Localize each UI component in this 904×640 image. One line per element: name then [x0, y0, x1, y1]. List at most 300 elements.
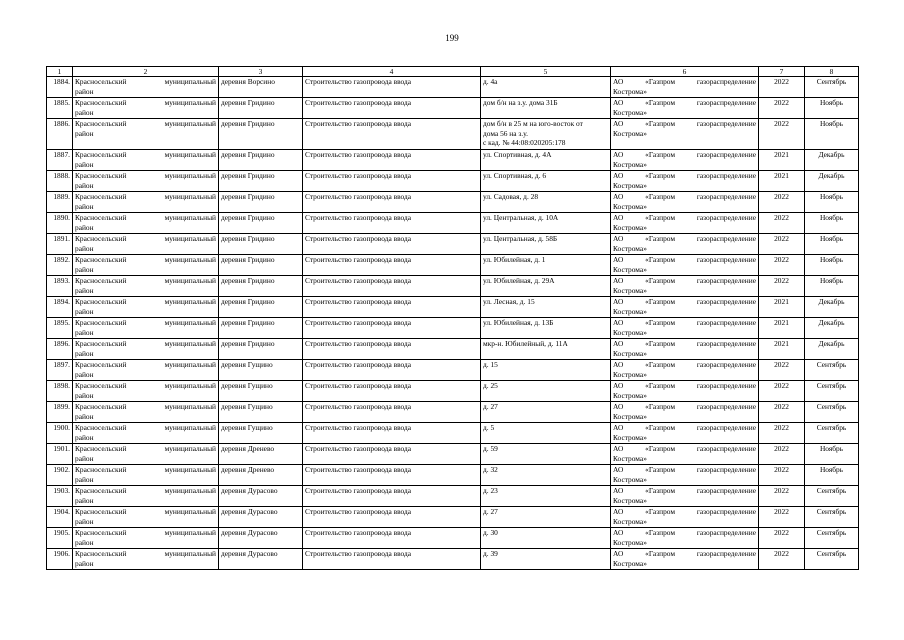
district-word: район — [75, 264, 94, 274]
address-line: д. 59 — [483, 444, 498, 453]
table-row — [47, 465, 859, 486]
village-cell — [219, 465, 303, 486]
table-row — [47, 360, 859, 381]
work-type: Строительство газопровода ввода — [305, 192, 412, 201]
village-name: деревня Гридино — [221, 171, 275, 180]
address-line: дом б/н на з.у. дома 31Б — [483, 98, 558, 107]
district-word: муниципальный — [164, 77, 216, 86]
year: 2022 — [774, 465, 789, 474]
month-cell — [805, 423, 859, 444]
year: 2022 — [774, 192, 789, 201]
district-cell — [73, 339, 219, 360]
village-cell — [219, 77, 303, 98]
village-cell — [219, 486, 303, 507]
address-cell — [481, 255, 611, 276]
district-word: район — [75, 369, 94, 379]
organization-word: Кострома» — [613, 86, 647, 96]
district-word: муниципальный — [164, 360, 216, 369]
address-line: д. 23 — [483, 486, 498, 495]
table-row — [47, 402, 859, 423]
village-name: деревня Гридино — [221, 192, 275, 201]
organization-word: АО — [613, 192, 624, 201]
address-cell — [481, 150, 611, 171]
month-cell — [805, 318, 859, 339]
month: Ноябрь — [819, 465, 844, 474]
work-type: Строительство газопровода ввода — [305, 486, 412, 495]
organization-word: газораспределение — [696, 507, 756, 516]
village-cell — [219, 339, 303, 360]
month-cell — [805, 381, 859, 402]
year: 2022 — [774, 444, 789, 453]
month-cell — [805, 444, 859, 465]
district-word: Красносельский — [75, 119, 127, 128]
organization-word: газораспределение — [696, 465, 756, 474]
village-name: деревня Гридино — [221, 119, 275, 128]
work-type-cell — [303, 528, 481, 549]
district-cell — [73, 381, 219, 402]
address-line: ул. Юбилейная, д. 13Б — [483, 318, 554, 327]
work-type-cell — [303, 423, 481, 444]
row-number: 1886. — [53, 119, 70, 128]
organization-word: АО — [613, 150, 624, 159]
district-word: район — [75, 201, 94, 211]
organization-cell — [611, 192, 759, 213]
organization-word: Кострома» — [613, 107, 647, 117]
district-word: муниципальный — [164, 402, 216, 411]
work-type-cell — [303, 77, 481, 98]
work-type-cell — [303, 339, 481, 360]
organization-word: газораспределение — [696, 192, 756, 201]
address-cell — [481, 171, 611, 192]
district-word: Красносельский — [75, 150, 127, 159]
address-cell — [481, 549, 611, 570]
row-number-cell — [47, 402, 73, 423]
organization-word: АО — [613, 465, 624, 474]
organization-word: «Газпром — [645, 276, 675, 285]
village-name: деревня Дурасово — [221, 486, 278, 495]
organization-word: газораспределение — [696, 528, 756, 537]
district-cell — [73, 77, 219, 98]
village-name: деревня Дурасово — [221, 528, 278, 537]
address-line: с кад. № 44:08:020205:178 — [483, 138, 566, 148]
village-cell — [219, 381, 303, 402]
row-number: 1901. — [53, 444, 70, 453]
organization-word: «Газпром — [645, 119, 675, 128]
column-header: 8 — [805, 67, 859, 77]
district-word: муниципальный — [164, 339, 216, 348]
address-cell — [481, 77, 611, 98]
district-word: район — [75, 390, 94, 400]
district-word: Красносельский — [75, 402, 127, 411]
table-row — [47, 213, 859, 234]
organization-word: Кострома» — [613, 306, 647, 316]
month-cell — [805, 119, 859, 150]
district-cell — [73, 192, 219, 213]
organization-word: Кострома» — [613, 495, 647, 505]
organization-word: АО — [613, 360, 624, 369]
village-cell — [219, 276, 303, 297]
work-type: Строительство газопровода ввода — [305, 77, 412, 86]
address-line: мкр-н. Юбилейный, д. 11А — [483, 339, 568, 348]
district-word: Красносельский — [75, 486, 127, 495]
organization-cell — [611, 402, 759, 423]
district-cell — [73, 423, 219, 444]
month: Ноябрь — [819, 444, 844, 453]
district-word: Красносельский — [75, 549, 127, 558]
village-cell — [219, 171, 303, 192]
table-row — [47, 192, 859, 213]
work-type: Строительство газопровода ввода — [305, 171, 412, 180]
organization-word: «Газпром — [645, 297, 675, 306]
year-cell — [759, 213, 805, 234]
month: Декабрь — [818, 339, 845, 348]
district-cell — [73, 119, 219, 150]
village-name: деревня Гридино — [221, 255, 275, 264]
district-cell — [73, 444, 219, 465]
village-cell — [219, 423, 303, 444]
year-cell — [759, 381, 805, 402]
address-line: д. 30 — [483, 528, 498, 537]
organization-word: АО — [613, 549, 624, 558]
district-word: Красносельский — [75, 507, 127, 516]
year-cell — [759, 150, 805, 171]
organization-word: «Газпром — [645, 402, 675, 411]
organization-cell — [611, 465, 759, 486]
row-number-cell — [47, 465, 73, 486]
district-word: Красносельский — [75, 192, 127, 201]
district-word: Красносельский — [75, 77, 127, 86]
organization-cell — [611, 549, 759, 570]
address-line: д. 15 — [483, 360, 498, 369]
organization-word: газораспределение — [696, 360, 756, 369]
month: Декабрь — [818, 318, 845, 327]
month-cell — [805, 255, 859, 276]
district-word: муниципальный — [164, 444, 216, 453]
organization-cell — [611, 360, 759, 381]
month-cell — [805, 549, 859, 570]
district-cell — [73, 549, 219, 570]
address-cell — [481, 444, 611, 465]
row-number: 1891. — [53, 234, 70, 243]
year-cell — [759, 98, 805, 119]
row-number-cell — [47, 150, 73, 171]
district-word: муниципальный — [164, 528, 216, 537]
village-cell — [219, 234, 303, 255]
district-word: Красносельский — [75, 171, 127, 180]
work-type: Строительство газопровода ввода — [305, 213, 412, 222]
district-word: муниципальный — [164, 423, 216, 432]
row-number-cell — [47, 192, 73, 213]
work-type: Строительство газопровода ввода — [305, 507, 412, 516]
organization-word: «Газпром — [645, 444, 675, 453]
address-line: ул. Спортивная, д. 6 — [483, 171, 547, 180]
address-cell — [481, 276, 611, 297]
organization-word: газораспределение — [696, 276, 756, 285]
organization-word: газораспределение — [696, 98, 756, 107]
year-cell — [759, 119, 805, 150]
organization-cell — [611, 486, 759, 507]
district-word: район — [75, 285, 94, 295]
organization-word: «Газпром — [645, 549, 675, 558]
organization-cell — [611, 213, 759, 234]
organization-word: АО — [613, 402, 624, 411]
organization-word: газораспределение — [696, 318, 756, 327]
organization-word: Кострома» — [613, 432, 647, 442]
month-cell — [805, 507, 859, 528]
village-cell — [219, 213, 303, 234]
row-number-cell — [47, 360, 73, 381]
address-cell — [481, 297, 611, 318]
organization-word: газораспределение — [696, 297, 756, 306]
row-number: 1903. — [53, 486, 70, 495]
organization-word: Кострома» — [613, 264, 647, 274]
column-header: 4 — [303, 67, 481, 77]
district-word: район — [75, 107, 94, 117]
row-number: 1892. — [53, 255, 70, 264]
district-cell — [73, 297, 219, 318]
work-type-cell — [303, 486, 481, 507]
organization-word: газораспределение — [696, 423, 756, 432]
month: Ноябрь — [819, 234, 844, 243]
row-number: 1894. — [53, 297, 70, 306]
address-cell — [481, 465, 611, 486]
address-line: ул. Центральная, д. 58Б — [483, 234, 558, 243]
year-cell — [759, 318, 805, 339]
organization-word: АО — [613, 528, 624, 537]
year: 2021 — [774, 297, 789, 306]
village-name: деревня Гридино — [221, 318, 275, 327]
work-type-cell — [303, 360, 481, 381]
organization-word: Кострома» — [613, 222, 647, 232]
year-cell — [759, 77, 805, 98]
organization-word: АО — [613, 276, 624, 285]
address-line: д. 32 — [483, 465, 498, 474]
month: Сентябрь — [816, 507, 847, 516]
organization-word: АО — [613, 318, 624, 327]
village-name: деревня Дурасово — [221, 549, 278, 558]
address-cell — [481, 339, 611, 360]
row-number: 1884. — [53, 77, 70, 86]
month-cell — [805, 339, 859, 360]
month-cell — [805, 297, 859, 318]
year-cell — [759, 528, 805, 549]
year: 2021 — [774, 318, 789, 327]
month-cell — [805, 402, 859, 423]
district-word: муниципальный — [164, 318, 216, 327]
row-number-cell — [47, 318, 73, 339]
column-header: 1 — [47, 67, 73, 77]
village-name: деревня Гридино — [221, 98, 275, 107]
village-cell — [219, 98, 303, 119]
organization-cell — [611, 444, 759, 465]
work-type: Строительство газопровода ввода — [305, 318, 412, 327]
village-name: деревня Гридино — [221, 213, 275, 222]
organization-word: «Газпром — [645, 528, 675, 537]
organization-word: Кострома» — [613, 285, 647, 295]
village-name: деревня Гридино — [221, 234, 275, 243]
organization-word: АО — [613, 507, 624, 516]
district-word: Красносельский — [75, 318, 127, 327]
address-cell — [481, 98, 611, 119]
row-number-cell — [47, 119, 73, 150]
organization-word: «Газпром — [645, 234, 675, 243]
village-name: деревня Гущино — [221, 360, 273, 369]
year: 2021 — [774, 150, 789, 159]
column-header: 3 — [219, 67, 303, 77]
organization-word: газораспределение — [696, 444, 756, 453]
organization-word: Кострома» — [613, 128, 647, 138]
village-name: деревня Дренево — [221, 444, 275, 453]
organization-word: газораспределение — [696, 402, 756, 411]
organization-cell — [611, 381, 759, 402]
organization-word: Кострома» — [613, 453, 647, 463]
address-line: д. 4а — [483, 77, 498, 86]
address-line: д. 27 — [483, 402, 498, 411]
work-type: Строительство газопровода ввода — [305, 402, 412, 411]
table-row — [47, 444, 859, 465]
month-cell — [805, 98, 859, 119]
row-number: 1889. — [53, 192, 70, 201]
district-word: Красносельский — [75, 423, 127, 432]
address-cell — [481, 119, 611, 150]
table-row — [47, 171, 859, 192]
column-header: 2 — [73, 67, 219, 77]
district-word: Красносельский — [75, 213, 127, 222]
column-header: 6 — [611, 67, 759, 77]
row-number: 1904. — [53, 507, 70, 516]
month: Ноябрь — [819, 255, 844, 264]
work-type: Строительство газопровода ввода — [305, 98, 412, 107]
table-row — [47, 318, 859, 339]
address-line: дома 56 на з.у. — [483, 128, 528, 138]
row-number-cell — [47, 77, 73, 98]
row-number: 1900. — [53, 423, 70, 432]
organization-cell — [611, 297, 759, 318]
work-type-cell — [303, 150, 481, 171]
table-row — [47, 119, 859, 150]
address-line: дом б/н в 25 м на юго-восток от — [483, 119, 583, 128]
year: 2022 — [774, 507, 789, 516]
month: Сентябрь — [816, 77, 847, 86]
organization-word: Кострома» — [613, 516, 647, 526]
year-cell — [759, 465, 805, 486]
year: 2022 — [774, 77, 789, 86]
month: Ноябрь — [819, 98, 844, 107]
year: 2022 — [774, 423, 789, 432]
address-line: ул. Центральная, д. 10А — [483, 213, 559, 222]
district-word: район — [75, 327, 94, 337]
year-cell — [759, 297, 805, 318]
organization-word: «Газпром — [645, 318, 675, 327]
month-cell — [805, 360, 859, 381]
organization-word: «Газпром — [645, 98, 675, 107]
organization-word: АО — [613, 423, 624, 432]
year-cell — [759, 234, 805, 255]
village-name: деревня Дурасово — [221, 507, 278, 516]
district-word: муниципальный — [164, 119, 216, 128]
year: 2022 — [774, 528, 789, 537]
year: 2022 — [774, 360, 789, 369]
row-number-cell — [47, 423, 73, 444]
work-type: Строительство газопровода ввода — [305, 444, 412, 453]
organization-word: Кострома» — [613, 348, 647, 358]
address-line: д. 39 — [483, 549, 498, 558]
organization-word: АО — [613, 98, 624, 107]
organization-word: «Газпром — [645, 339, 675, 348]
district-word: муниципальный — [164, 297, 216, 306]
table-row — [47, 234, 859, 255]
district-word: муниципальный — [164, 234, 216, 243]
month: Декабрь — [818, 150, 845, 159]
district-word: район — [75, 474, 94, 484]
work-type: Строительство газопровода ввода — [305, 549, 412, 558]
village-cell — [219, 360, 303, 381]
district-word: Красносельский — [75, 339, 127, 348]
row-number: 1896. — [53, 339, 70, 348]
address-cell — [481, 381, 611, 402]
organization-word: «Газпром — [645, 381, 675, 390]
year: 2022 — [774, 276, 789, 285]
village-name: деревня Гридино — [221, 339, 275, 348]
work-type: Строительство газопровода ввода — [305, 297, 412, 306]
organization-cell — [611, 98, 759, 119]
district-word: район — [75, 128, 94, 138]
district-word: район — [75, 159, 94, 169]
organization-word: газораспределение — [696, 171, 756, 180]
organization-word: газораспределение — [696, 234, 756, 243]
year: 2022 — [774, 98, 789, 107]
organization-word: газораспределение — [696, 119, 756, 128]
village-cell — [219, 150, 303, 171]
row-number-cell — [47, 276, 73, 297]
organization-word: АО — [613, 444, 624, 453]
year-cell — [759, 276, 805, 297]
district-cell — [73, 318, 219, 339]
district-cell — [73, 213, 219, 234]
month: Сентябрь — [816, 381, 847, 390]
village-name: деревня Ворсино — [221, 77, 275, 86]
row-number-cell — [47, 339, 73, 360]
organization-word: газораспределение — [696, 255, 756, 264]
organization-word: Кострома» — [613, 390, 647, 400]
address-line: ул. Лесная, д. 15 — [483, 297, 535, 306]
district-cell — [73, 255, 219, 276]
village-name: деревня Гущино — [221, 402, 273, 411]
row-number: 1887. — [53, 150, 70, 159]
organization-word: газораспределение — [696, 77, 756, 86]
organization-word: Кострома» — [613, 243, 647, 253]
month: Сентябрь — [816, 549, 847, 558]
month-cell — [805, 234, 859, 255]
organization-word: «Газпром — [645, 150, 675, 159]
district-word: Красносельский — [75, 465, 127, 474]
row-number-cell — [47, 444, 73, 465]
work-type-cell — [303, 192, 481, 213]
year-cell — [759, 171, 805, 192]
district-word: район — [75, 86, 94, 96]
month: Сентябрь — [816, 360, 847, 369]
district-word: Красносельский — [75, 360, 127, 369]
work-type-cell — [303, 297, 481, 318]
district-word: район — [75, 537, 94, 547]
district-word: муниципальный — [164, 171, 216, 180]
district-word: муниципальный — [164, 98, 216, 107]
year: 2021 — [774, 339, 789, 348]
district-word: Красносельский — [75, 444, 127, 453]
organization-cell — [611, 318, 759, 339]
district-word: Красносельский — [75, 276, 127, 285]
row-number: 1899. — [53, 402, 70, 411]
